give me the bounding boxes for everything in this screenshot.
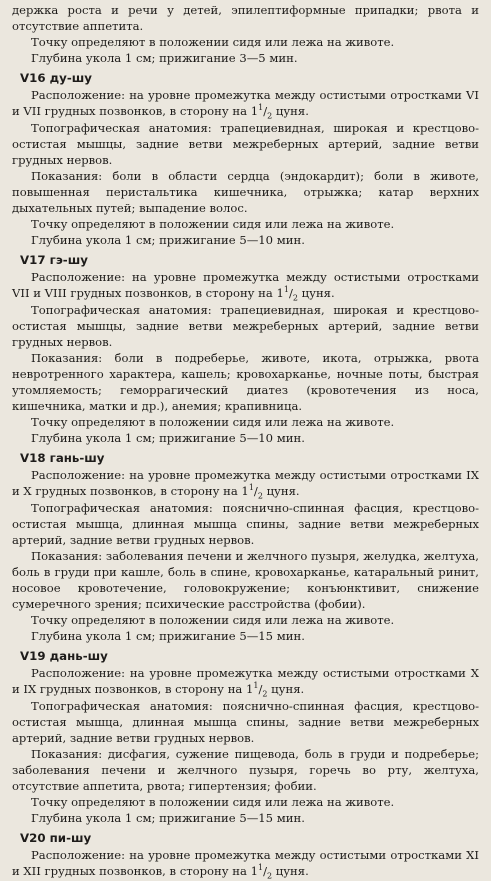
location-text: Расположение: на уровне промежутка между остистыми отростками X и IX грудных позвонков, в сторону на 1 — [12, 666, 479, 697]
point-heading: V16 ду-шу — [20, 71, 92, 86]
location-paragraph — [12, 467, 479, 499]
point-section — [12, 830, 479, 879]
location-paragraph — [12, 665, 479, 697]
fraction-half: $^1/_2$ — [257, 863, 273, 881]
fraction-half: $^1/_2$ — [258, 103, 273, 121]
location-suffix: цуня. — [272, 104, 309, 119]
fraction-denominator: 2 — [267, 111, 273, 121]
anatomy-paragraph: Топографическая анатомия: трапециевидная, широкая и крестцово-остистая мышцы, задние ветви межреберных артерий, задние ветви грудных нервов. — [12, 120, 479, 167]
depth-paragraph: Глубина укола 1 см; прижигание 5—10 мин. — [31, 233, 305, 248]
indications-paragraph: Показания: заболевания печени и желчного пузыря, желудка, желтуха, боль в груди при кашле, боль в спине, кровохарканье, катаральный ринит, носовое кровотечение, головокружение; конъюнктивит, снижение сумеречного зрения; психические расстройства (фобии). — [12, 548, 479, 612]
point-section — [12, 450, 479, 644]
location-suffix: цуня. — [272, 864, 309, 879]
location-suffix: цуня. — [262, 484, 300, 499]
fraction-numerator: 1 — [258, 103, 264, 113]
anatomy-paragraph: Топографическая анатомия: пояснично-спинная фасция, крестцово-остистая мышца, длинная мышца спины, задние ветви межреберных артерий, задние ветви грудных нервов. — [12, 698, 479, 745]
fraction-half: $^1/_2$ — [283, 285, 298, 303]
indications-paragraph: Показания: дисфагия, сужение пищевода, боль в груди и подреберье; заболевания печени и желчного пузыря, горечь во рту, желтуха, отсутствие аппетита, рвота; гипертензия; фобии. — [12, 746, 479, 794]
indications-paragraph: Показания: боли в подреберье, животе, икота, отрыжка, рвота невротренного характера, кашель; кровохарканье, ночные поты, быстрая утомляемость; геморрагический диатез (кровотечения из носа, кишечника, матки и др.), анемия; крапивница. — [12, 350, 479, 414]
fraction-half: $^1/_2$ — [248, 483, 263, 501]
fraction-half: $^1/_2$ — [253, 681, 268, 699]
location-text: Расположение: на уровне промежутка между остистыми отростками VI и VII грудных позвонков, в сторону на 1 — [12, 88, 479, 119]
point-heading: V20 пи-шу — [20, 831, 92, 846]
position-paragraph: Точку определяют в положении сидя или лежа на животе. — [31, 795, 395, 810]
location-text: Расположение: на уровне промежутка между остистыми отростками XI и XII грудных позвонков, в сторону на 1 — [12, 848, 479, 879]
point-section — [12, 70, 479, 248]
location-paragraph — [12, 87, 479, 119]
location-suffix: цуня. — [297, 286, 335, 301]
fraction-denominator: 2 — [292, 293, 298, 303]
location-text: Расположение: на уровне промежутка между остистыми отростками VII и VIII грудных позвонков, в сторону на 1 — [12, 270, 479, 301]
fraction-numerator: 1 — [257, 863, 264, 873]
point-heading: V17 гэ-шу — [20, 253, 88, 268]
point-sections — [12, 70, 479, 879]
depth-paragraph: Глубина укола 1 см; прижигание 5—10 мин. — [31, 431, 305, 446]
fraction-denominator: 2 — [257, 491, 263, 501]
point-section — [12, 252, 479, 446]
point-heading: V18 гань-шу — [20, 451, 105, 466]
location-suffix: цуня. — [267, 682, 305, 697]
anatomy-paragraph: Топографическая анатомия: пояснично-спинная фасция, крестцово-остистая мышца, длинная мышца спины, задние ветви межреберных артерий, задние ветви грудных нервов. — [12, 500, 479, 547]
fraction-numerator: 1 — [253, 681, 259, 691]
location-text: Расположение: на уровне промежутка между остистыми отростками IX и X грудных позвонков, в сторону на 1 — [12, 468, 479, 499]
location-paragraph — [12, 847, 479, 879]
depth-paragraph: Глубина укола 1 см; прижигание 5—15 мин. — [31, 629, 305, 644]
fraction-numerator: 1 — [283, 285, 289, 295]
position-paragraph: Точку определяют в положении сидя или лежа на животе. — [31, 217, 395, 232]
position-paragraph: Точку определяют в положении сидя или лежа на животе. — [31, 415, 395, 430]
fraction-numerator: 1 — [248, 483, 254, 493]
point-heading: V19 дань-шу — [20, 649, 108, 664]
intro-continuation: держка роста и речи у детей, эпилептиформные припадки; рвота и отсутствие аппетита. — [12, 3, 479, 34]
intro-depth: Глубина укола 1 см; прижигание 3—5 мин. — [31, 51, 298, 66]
location-paragraph — [12, 269, 479, 301]
fraction-denominator: 2 — [262, 689, 268, 699]
fraction-denominator: 2 — [266, 871, 273, 881]
intro-position: Точку определяют в положении сидя или лежа на животе. — [31, 35, 395, 50]
depth-paragraph: Глубина укола 1 см; прижигание 5—15 мин. — [31, 811, 305, 826]
anatomy-paragraph: Топографическая анатомия: трапециевидная, широкая и крестцово-остистая мышцы, задние ветви межреберных артерий, задние ветви грудных нервов. — [12, 302, 479, 349]
indications-paragraph: Показания: боли в области сердца (эндокардит); боли в животе, повышенная перистальтика кишечника, отрыжка; катар верхних дыхательных путей; выпадение волос. — [12, 168, 479, 216]
position-paragraph: Точку определяют в положении сидя или лежа на животе. — [31, 613, 395, 628]
